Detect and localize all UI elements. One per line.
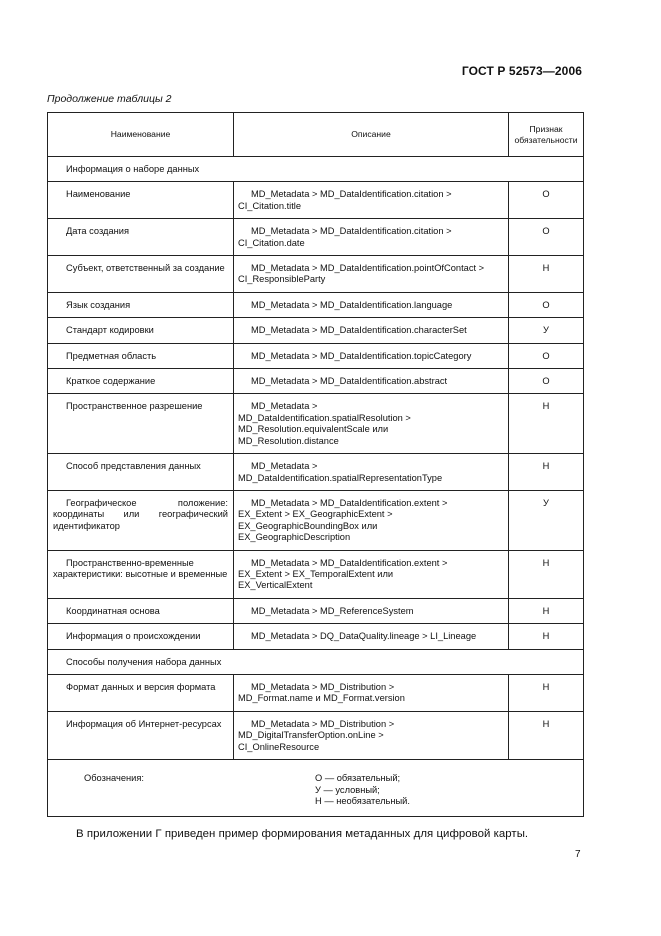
row-obligation-flag: У xyxy=(509,490,584,550)
row-obligation-flag: Н xyxy=(509,711,584,759)
row-description xyxy=(234,454,509,491)
row-description xyxy=(234,550,509,598)
legend-item: У — условный; xyxy=(315,784,380,795)
row-description xyxy=(234,711,509,759)
description-line: MD_Format.name и MD_Format.version xyxy=(238,693,405,704)
row-obligation-flag: О xyxy=(509,369,584,394)
description-line: EX_Extent > EX_TemporalExtent или xyxy=(238,568,394,579)
description-line: MD_Metadata > DQ_DataQuality.lineage > LI_Lineage xyxy=(251,631,477,642)
description-line: MD_Metadata > MD_DataIdentification.citation > xyxy=(251,189,452,200)
row-description xyxy=(234,292,509,317)
description-line: MD_Metadata > MD_DataIdentification.pointOfContact > xyxy=(251,263,485,274)
row-name: Пространственное разрешение xyxy=(48,394,234,454)
legend xyxy=(48,760,584,817)
row-name: Дата создания xyxy=(48,219,234,256)
row-name: Формат данных и версия формата xyxy=(48,674,234,711)
row-obligation-flag: О xyxy=(509,292,584,317)
row-obligation-flag: Н xyxy=(509,598,584,623)
table-row xyxy=(48,674,584,711)
description-line: MD_Resolution.equivalentScale или xyxy=(238,424,389,435)
description-line: MD_Metadata > MD_ReferenceSystem xyxy=(251,605,414,616)
description-line: CI_Citation.date xyxy=(238,237,305,248)
row-name: Географическое положение: координаты или географический идентификатор xyxy=(48,490,234,550)
table-row xyxy=(48,343,584,368)
table-body xyxy=(48,157,584,817)
row-name: Краткое содержание xyxy=(48,369,234,394)
row-obligation-flag: О xyxy=(509,343,584,368)
table-row xyxy=(48,454,584,491)
row-name: Способ представления данных xyxy=(48,454,234,491)
row-obligation-flag: Н xyxy=(509,256,584,293)
description-line: MD_Metadata > xyxy=(251,461,318,472)
row-description xyxy=(234,598,509,623)
description-line: MD_Metadata > MD_DataIdentification.extent > xyxy=(251,497,448,508)
description-line: MD_DataIdentification.spatialRepresentationType xyxy=(238,472,443,483)
section-title: Информация о наборе данных xyxy=(48,157,584,182)
description-line: MD_Metadata > MD_DataIdentification.abstract xyxy=(251,376,448,387)
row-obligation-flag: Н xyxy=(509,624,584,649)
description-line: MD_Resolution.distance xyxy=(238,435,339,446)
column-header-obligation-line2: обязательности xyxy=(514,134,578,145)
row-obligation-flag: Н xyxy=(509,394,584,454)
row-obligation-flag: О xyxy=(509,182,584,219)
row-description xyxy=(234,256,509,293)
description-line: MD_Metadata > MD_DataIdentification.extent > xyxy=(251,557,448,568)
table-row xyxy=(48,182,584,219)
description-line: CI_ResponsibleParty xyxy=(238,274,326,285)
row-description xyxy=(234,182,509,219)
row-name: Предметная область xyxy=(48,343,234,368)
row-description xyxy=(234,343,509,368)
table-row xyxy=(48,256,584,293)
table-row xyxy=(48,219,584,256)
description-line: MD_Metadata > MD_DataIdentification.citation > xyxy=(251,226,452,237)
description-line: EX_GeographicBoundingBox или xyxy=(238,520,378,531)
description-line: MD_Metadata > MD_DataIdentification.topicCategory xyxy=(251,350,472,361)
description-line: MD_Metadata > xyxy=(251,401,318,412)
table-caption: Продолжение таблицы 2 xyxy=(47,93,172,105)
table-row xyxy=(48,490,584,550)
description-line: CI_Citation.title xyxy=(238,200,302,211)
table-row xyxy=(48,394,584,454)
row-name: Наименование xyxy=(48,182,234,219)
row-name: Информация об Интернет-ресурсах xyxy=(48,711,234,759)
description-line: MD_DataIdentification.spatialResolution > xyxy=(238,412,411,423)
row-name: Координатная основа xyxy=(48,598,234,623)
row-description xyxy=(234,394,509,454)
row-description xyxy=(234,219,509,256)
description-line: MD_Metadata > MD_Distribution > xyxy=(251,718,395,729)
row-name: Субъект, ответственный за создание xyxy=(48,256,234,293)
row-description xyxy=(234,490,509,550)
row-name: Язык создания xyxy=(48,292,234,317)
table-row xyxy=(48,369,584,394)
description-line: EX_GeographicDescription xyxy=(238,532,351,543)
table-row xyxy=(48,624,584,649)
table-row xyxy=(48,598,584,623)
section-title: Способы получения набора данных xyxy=(48,649,584,674)
legend-row xyxy=(48,760,584,817)
description-line: CI_OnlineResource xyxy=(238,741,320,752)
column-header-name: Наименование xyxy=(48,113,234,157)
legend-label: Обозначения: xyxy=(84,773,144,783)
table-row xyxy=(48,550,584,598)
description-line: MD_Metadata > MD_Distribution > xyxy=(251,681,395,692)
description-line: EX_VerticalExtent xyxy=(238,580,313,591)
row-name: Пространственно-временные характеристики: высотные и временные xyxy=(48,550,234,598)
table-row xyxy=(48,318,584,343)
row-obligation-flag: О xyxy=(509,219,584,256)
row-description xyxy=(234,369,509,394)
description-line: MD_Metadata > MD_DataIdentification.language xyxy=(251,299,453,310)
row-obligation-flag: У xyxy=(509,318,584,343)
description-line: MD_DigitalTransferOption.onLine > xyxy=(238,730,384,741)
column-header-obligation-line1: Признак xyxy=(529,123,563,134)
row-obligation-flag: Н xyxy=(509,550,584,598)
column-header-description: Описание xyxy=(234,113,509,157)
row-description xyxy=(234,318,509,343)
column-header-obligation xyxy=(509,113,584,157)
row-obligation-flag: Н xyxy=(509,454,584,491)
closing-paragraph: В приложении Г приведен пример формирования метаданных для цифровой карты. xyxy=(76,828,529,840)
row-name: Информация о происхождении xyxy=(48,624,234,649)
page-number: 7 xyxy=(575,849,581,860)
row-obligation-flag: Н xyxy=(509,674,584,711)
row-name: Стандарт кодировки xyxy=(48,318,234,343)
description-line: MD_Metadata > MD_DataIdentification.characterSet xyxy=(251,325,467,336)
metadata-table xyxy=(47,112,584,817)
row-description xyxy=(234,674,509,711)
legend-item: О — обязательный; xyxy=(315,773,401,783)
legend-item: Н — необязательный. xyxy=(315,796,410,806)
description-line: EX_Extent > EX_GeographicExtent > xyxy=(238,509,393,520)
section-row xyxy=(48,649,584,674)
standard-header: ГОСТ Р 52573—2006 xyxy=(461,64,582,78)
table-row xyxy=(48,292,584,317)
table-row xyxy=(48,711,584,759)
section-row xyxy=(48,157,584,182)
row-description xyxy=(234,624,509,649)
